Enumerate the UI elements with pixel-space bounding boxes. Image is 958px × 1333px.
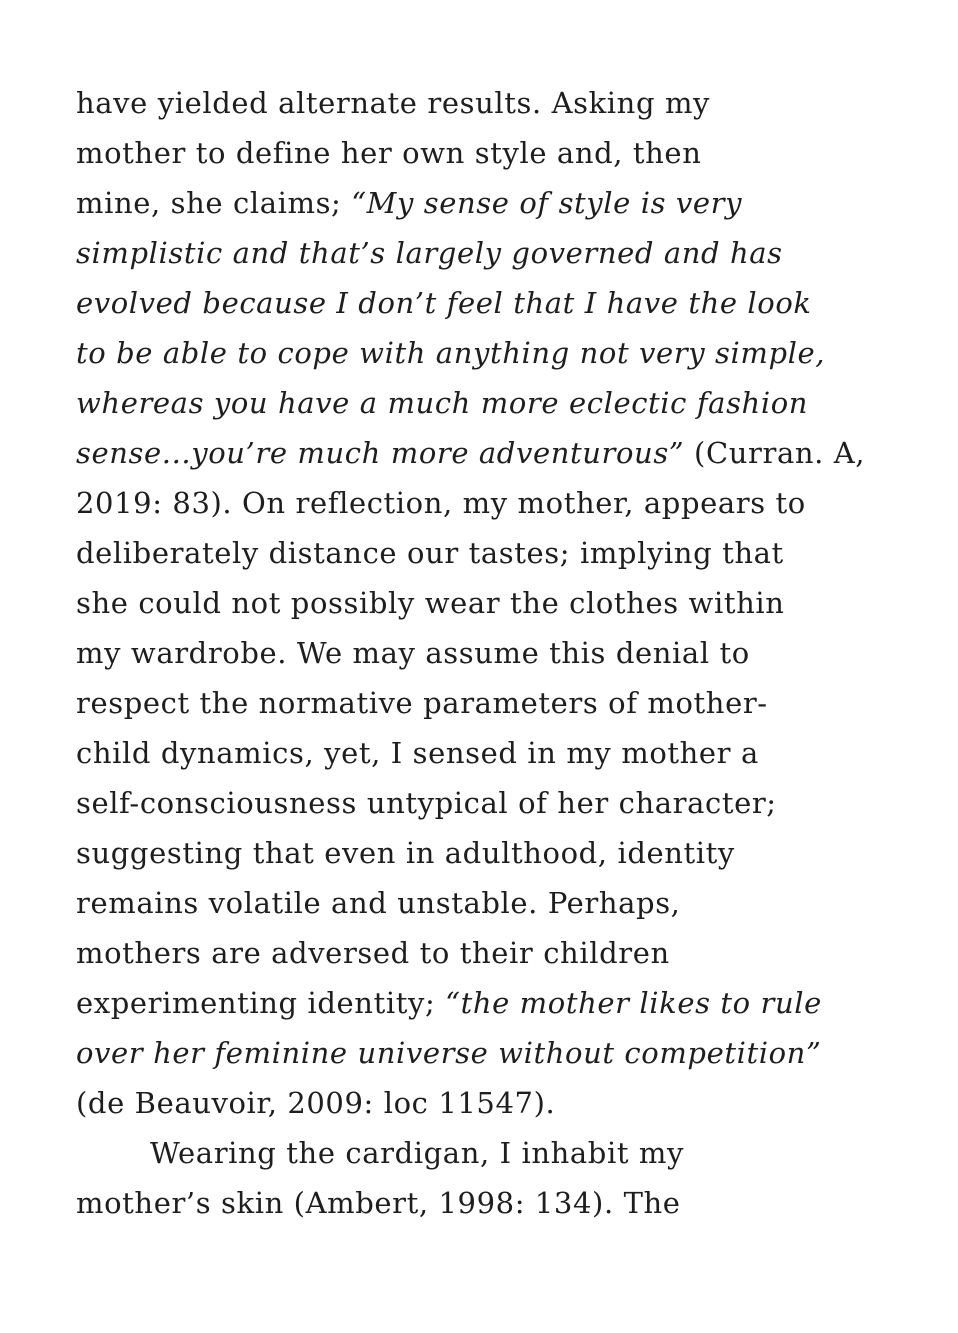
text-line (76, 928, 916, 978)
text-segment: mother to define her own style and, then (76, 136, 702, 170)
text-line (76, 828, 916, 878)
quotation-segment: “My sense of style is very (351, 186, 743, 220)
text-segment: my wardrobe. We may assume this denial to (76, 636, 750, 670)
quotation-segment: to be able to cope with anything not very simple, (76, 336, 826, 370)
paragraph (76, 78, 916, 1128)
text-segment: mother’s skin (Ambert, 1998: 134). The (76, 1186, 681, 1220)
text-segment: (de Beauvoir, 2009: loc 11547). (76, 1086, 556, 1120)
text-line (76, 378, 916, 428)
text-segment: deliberately distance our tastes; implying that (76, 536, 784, 570)
text-line (76, 978, 916, 1028)
text-line (76, 678, 916, 728)
text-line (76, 528, 916, 578)
text-segment: (Curran. A, (684, 436, 866, 470)
text-line (76, 128, 916, 178)
text-segment: mine, she claims; (76, 186, 352, 220)
text-line (76, 328, 916, 378)
text-segment: she could not possibly wear the clothes within (76, 586, 785, 620)
text-line (76, 1028, 916, 1078)
text-line (76, 1128, 916, 1178)
quotation-segment: evolved because I don’t feel that I have the look (76, 286, 812, 320)
document-page (76, 78, 916, 1228)
text-line (76, 178, 916, 228)
text-line (76, 778, 916, 828)
quotation-segment: whereas you have a much more eclectic fashion (76, 386, 809, 420)
text-segment: have yielded alternate results. Asking my (76, 86, 711, 120)
text-line (76, 228, 916, 278)
text-line (76, 428, 916, 478)
text-segment: remains volatile and unstable. Perhaps, (76, 886, 681, 920)
text-line (76, 1078, 916, 1128)
text-segment: self-consciousness untypical of her character; (76, 786, 777, 820)
paragraph (76, 1128, 916, 1228)
text-line (76, 578, 916, 628)
text-segment: 2019: 83). On reflection, my mother, appears to (76, 486, 806, 520)
text-line (76, 1178, 916, 1228)
text-segment: Wearing the cardigan, I inhabit my (150, 1136, 684, 1170)
text-segment: respect the normative parameters of mother- (76, 686, 768, 720)
text-line (76, 878, 916, 928)
text-segment: child dynamics, yet, I sensed in my mother a (76, 736, 759, 770)
text-line (76, 478, 916, 528)
text-line (76, 628, 916, 678)
text-segment: suggesting that even in adulthood, identity (76, 836, 735, 870)
text-segment: mothers are adversed to their children (76, 936, 670, 970)
text-segment: experimenting identity; (76, 986, 446, 1020)
text-line (76, 78, 916, 128)
quotation-segment: “the mother likes to rule (445, 986, 822, 1020)
quotation-segment: sense...you’re much more adventurous” (76, 436, 685, 470)
text-line (76, 278, 916, 328)
quotation-segment: over her feminine universe without competition” (76, 1036, 822, 1070)
quotation-segment: simplistic and that’s largely governed and has (76, 236, 783, 270)
text-line (76, 728, 916, 778)
